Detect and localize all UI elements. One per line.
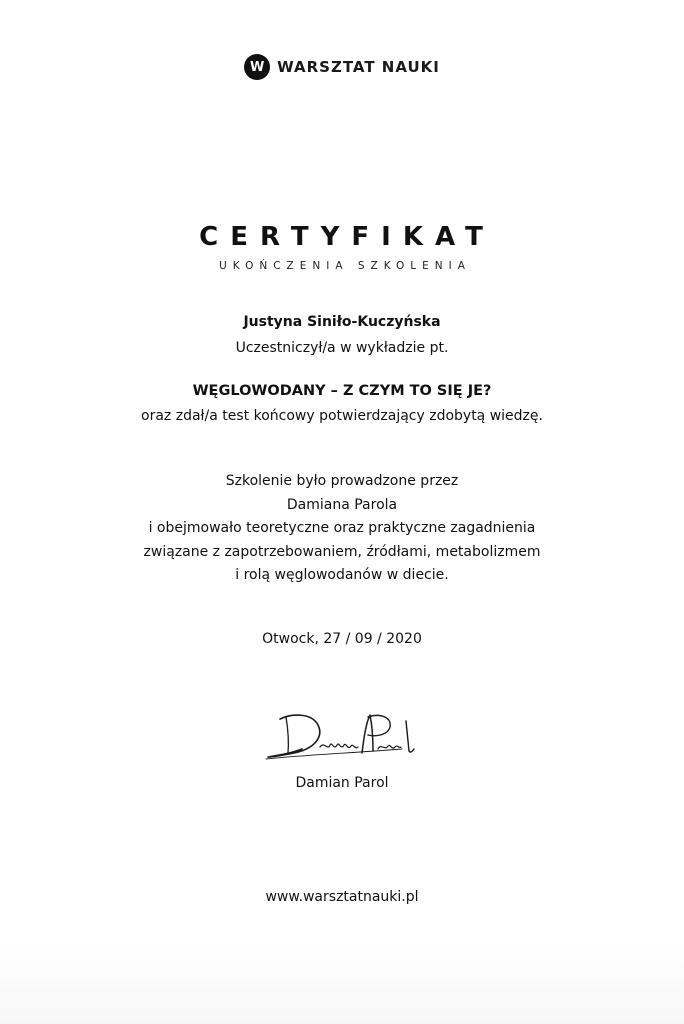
place-and-date: Otwock, 27 / 09 / 2020: [262, 631, 422, 647]
participation-text: Uczestniczył/a w wykładzie pt.: [235, 340, 449, 356]
certificate-title: CERTYFIKAT: [199, 222, 495, 252]
course-title: WĘGLOWODANY – Z CZYM TO SIĘ JE?: [192, 383, 492, 399]
website-url: www.warsztatnauki.pl: [265, 889, 419, 905]
description-line: i rolą węglowodanów w diecie.: [235, 567, 449, 583]
handwritten-signature: [262, 705, 420, 767]
course-description: [0, 470, 684, 588]
recipient-name: Justyna Siniło-Kuczyńska: [243, 314, 441, 330]
brand-logo: [0, 54, 684, 80]
description-line: Szkolenie było prowadzone przez: [225, 473, 459, 489]
signer-name: Damian Parol: [295, 775, 389, 791]
description-line: związane z zapotrzebowaniem, źródłami, metabolizmem: [143, 543, 541, 560]
test-passed-text: oraz zdał/a test końcowy potwierdzający zdobytą wiedzę.: [141, 408, 543, 424]
certificate-subtitle: UKOŃCZENIA SZKOLENIA: [219, 260, 471, 272]
brand-name: WARSZTAT NAUKI: [277, 58, 440, 76]
brand-logo-mark-icon: W: [244, 54, 270, 80]
description-line: i obejmowało teoretyczne oraz praktyczne zagadnienia: [148, 520, 536, 536]
description-line: Damiana Parola: [286, 496, 398, 513]
